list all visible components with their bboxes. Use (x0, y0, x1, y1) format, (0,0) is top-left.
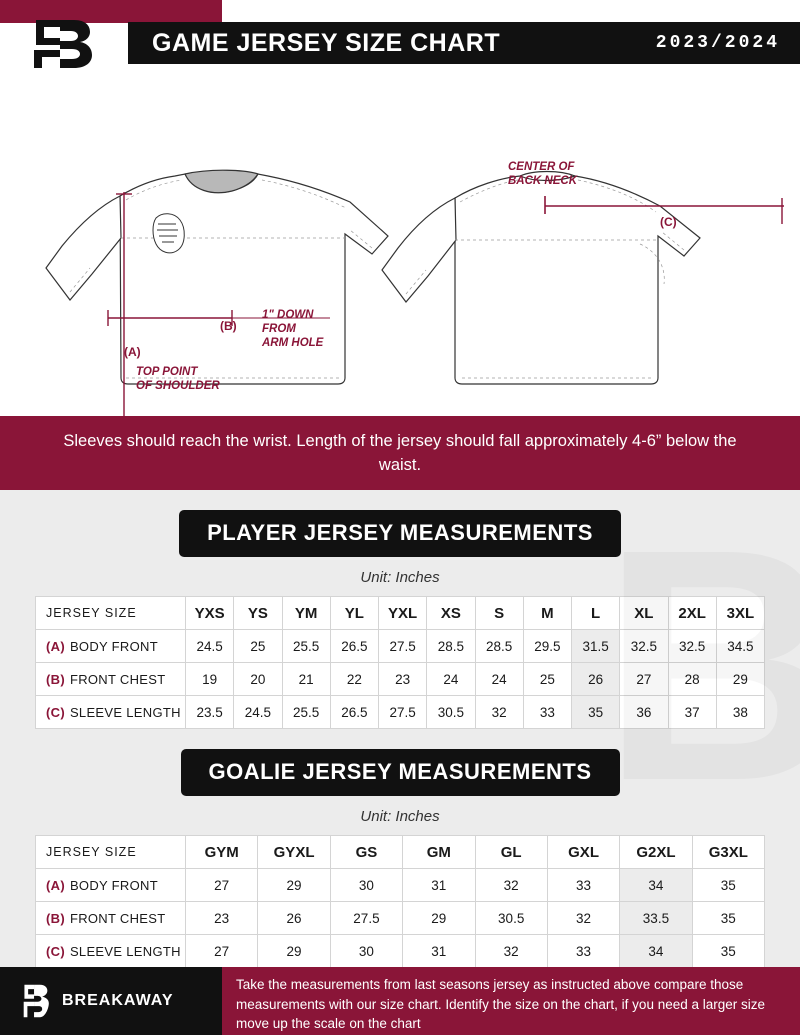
cell: 32 (475, 935, 547, 968)
goalie-row-tag-c: (C) (46, 943, 65, 959)
player-row-tag-b: (B) (46, 671, 65, 687)
arm-hole-note-line1: 1" DOWN (262, 309, 314, 321)
cell: 29 (716, 663, 764, 696)
cell: 20 (234, 663, 282, 696)
player-size-xs: XS (427, 597, 475, 630)
page-header (0, 0, 800, 78)
arm-hole-note-line2: FROM (262, 323, 296, 335)
page-title: GAME JERSEY SIZE CHART (152, 29, 501, 57)
cell: 24 (427, 663, 475, 696)
footer-instructions: Take the measurements from last seasons jersey as instructed above compare those measurements with our size chart. Identify the size on the chart, if you need a larger size move up the scale on the chart (222, 967, 800, 1035)
goalie-unit-label: Unit: Inches (360, 808, 440, 825)
arm-hole-note-line3: ARM HOLE (262, 337, 324, 349)
page-footer (0, 967, 800, 1035)
cell: 33 (523, 696, 571, 729)
player-size-yxs: YXS (186, 597, 234, 630)
cell: 30 (330, 935, 402, 968)
cell: 25 (234, 630, 282, 663)
table-row (36, 696, 765, 729)
goalie-size-gm: GM (403, 836, 475, 869)
cell: 23.5 (186, 696, 234, 729)
goalie-table-header-row (36, 836, 765, 869)
breakaway-b-logo-icon (30, 18, 116, 70)
goalie-size-gs: GS (330, 836, 402, 869)
cell: 27 (186, 869, 258, 902)
player-size-s: S (475, 597, 523, 630)
cell: 29 (403, 902, 475, 935)
cell: 38 (716, 696, 764, 729)
goalie-size-g3xl: G3XL (692, 836, 764, 869)
goalie-row-tag-a: (A) (46, 877, 65, 893)
table-row (36, 902, 765, 935)
center-back-neck-line1: CENTER OF (508, 161, 575, 173)
cell: 37 (668, 696, 716, 729)
cell: 26 (258, 902, 330, 935)
player-section-header (0, 490, 800, 557)
jersey-diagram (0, 78, 800, 416)
player-row-label-sleeve-length (36, 696, 186, 729)
cell: 26.5 (330, 630, 378, 663)
player-row-label-body-front (36, 630, 186, 663)
player-section-title: PLAYER JERSEY MEASUREMENTS (179, 510, 621, 557)
table-row (36, 663, 765, 696)
player-row-text-c: SLEEVE LENGTH (69, 704, 181, 720)
goalie-row-tag-b: (B) (46, 910, 65, 926)
table-row (36, 869, 765, 902)
goalie-section-header (0, 729, 800, 796)
cell: 25.5 (282, 696, 330, 729)
player-measurements-table (35, 596, 765, 729)
cell: 32.5 (620, 630, 668, 663)
cell: 32 (475, 696, 523, 729)
footer-brand-name: BREAKAWAY (62, 992, 174, 1009)
cell: 33.5 (620, 902, 692, 935)
cell: 25 (523, 663, 571, 696)
player-row-text-a: BODY FRONT (69, 638, 158, 654)
player-size-2xl: 2XL (668, 597, 716, 630)
shoulder-note-line2: OF SHOULDER (136, 380, 220, 392)
cell: 30 (330, 869, 402, 902)
cell: 29 (258, 869, 330, 902)
cell: 21 (282, 663, 330, 696)
cell: 24.5 (234, 696, 282, 729)
goalie-size-g2xl: G2XL (620, 836, 692, 869)
cell: 24.5 (186, 630, 234, 663)
goalie-row-label-body-front (36, 869, 186, 902)
goalie-row-text-a: BODY FRONT (69, 877, 158, 893)
goalie-row-label-front-chest (36, 902, 186, 935)
cell: 27.5 (330, 902, 402, 935)
player-size-label: JERSEY SIZE (36, 597, 186, 630)
cell: 31 (403, 869, 475, 902)
goalie-size-gym: GYM (186, 836, 258, 869)
goalie-size-gyxl: GYXL (258, 836, 330, 869)
label-a: (A) (124, 345, 141, 359)
footer-brand-block (0, 967, 222, 1035)
player-row-tag-a: (A) (46, 638, 65, 654)
cell: 26 (572, 663, 620, 696)
season-year: 2023/2024 (655, 33, 780, 53)
cell: 32 (475, 869, 547, 902)
cell: 27.5 (379, 630, 427, 663)
goalie-row-label-sleeve-length (36, 935, 186, 968)
player-size-l: L (572, 597, 620, 630)
goalie-measurements-table (35, 835, 765, 968)
goalie-size-gl: GL (475, 836, 547, 869)
table-row (36, 935, 765, 968)
back-jersey-illustration (382, 172, 700, 384)
cell: 35 (572, 696, 620, 729)
goalie-size-gxl: GXL (547, 836, 619, 869)
cell: 27 (620, 663, 668, 696)
center-back-neck-line2: BACK NECK (508, 175, 577, 187)
label-c: (C) (660, 215, 677, 229)
cell: 34 (620, 935, 692, 968)
cell: 22 (330, 663, 378, 696)
fit-note: Sleeves should reach the wrist. Length of the jersey should fall approximately 4-6” below the waist. (0, 416, 800, 490)
player-size-yl: YL (330, 597, 378, 630)
cell: 35 (692, 902, 764, 935)
player-row-tag-c: (C) (46, 704, 65, 720)
cell: 28.5 (475, 630, 523, 663)
cell: 26.5 (330, 696, 378, 729)
cell: 23 (379, 663, 427, 696)
measurements-content (0, 490, 800, 968)
cell: 36 (620, 696, 668, 729)
goalie-row-text-b: FRONT CHEST (69, 910, 166, 926)
cell: 27 (186, 935, 258, 968)
cell: 25.5 (282, 630, 330, 663)
cell: 28 (668, 663, 716, 696)
player-size-yxl: YXL (379, 597, 427, 630)
goalie-section-title: GOALIE JERSEY MEASUREMENTS (181, 749, 620, 796)
cell: 23 (186, 902, 258, 935)
player-table-header-row (36, 597, 765, 630)
table-row (36, 630, 765, 663)
player-size-m: M (523, 597, 571, 630)
cell: 28.5 (427, 630, 475, 663)
cell: 34 (620, 869, 692, 902)
player-size-ys: YS (234, 597, 282, 630)
cell: 19 (186, 663, 234, 696)
cell: 24 (475, 663, 523, 696)
label-b: (B) (220, 319, 237, 333)
goalie-size-label: JERSEY SIZE (36, 836, 186, 869)
player-size-3xl: 3XL (716, 597, 764, 630)
cell: 32.5 (668, 630, 716, 663)
shoulder-note-line1: TOP POINT (136, 366, 198, 378)
cell: 29.5 (523, 630, 571, 663)
front-crest-icon (153, 214, 184, 253)
cell: 35 (692, 869, 764, 902)
cell: 32 (547, 902, 619, 935)
player-row-label-front-chest (36, 663, 186, 696)
cell: 33 (547, 935, 619, 968)
cell: 31.5 (572, 630, 620, 663)
cell: 33 (547, 869, 619, 902)
player-unit-label: Unit: Inches (360, 569, 440, 586)
goalie-row-text-c: SLEEVE LENGTH (69, 943, 181, 959)
player-size-xl: XL (620, 597, 668, 630)
cell: 30.5 (427, 696, 475, 729)
cell: 27.5 (379, 696, 427, 729)
cell: 34.5 (716, 630, 764, 663)
player-size-ym: YM (282, 597, 330, 630)
cell: 30.5 (475, 902, 547, 935)
cell: 35 (692, 935, 764, 968)
front-jersey-illustration (46, 174, 388, 384)
player-row-text-b: FRONT CHEST (69, 671, 166, 687)
cell: 29 (258, 935, 330, 968)
cell: 31 (403, 935, 475, 968)
breakaway-b-logo-icon (22, 984, 52, 1018)
